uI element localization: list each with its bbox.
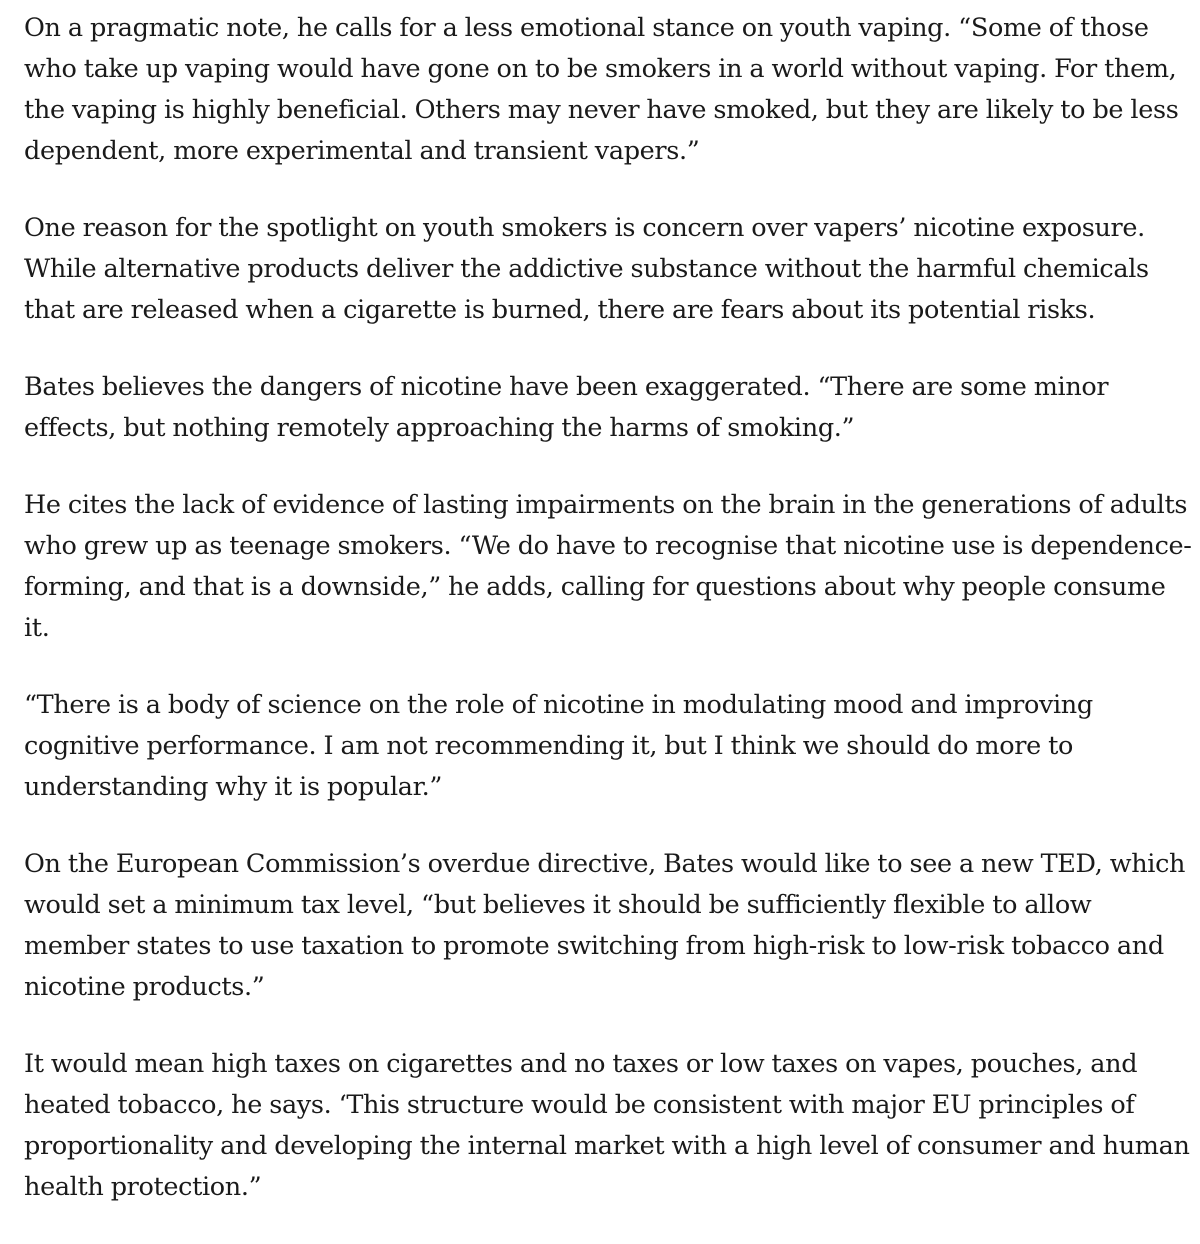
article-body <box>24 8 1192 1244</box>
paragraph-youth-vaping: On a pragmatic note, he calls for a less emotional stance on youth vaping. “Some of those who take up vaping would have gone on to be smokers in a world without vaping. For them, the vaping is highly beneficial. Others may never have smoked, but they are likely to be less dependent, more experimental and transient vapers.” <box>24 13 1179 166</box>
paragraph-tax-structure: It would mean high taxes on cigarettes and no taxes or low taxes on vapes, pouches, and heated tobacco, he says. ‘This structure would be consistent with major EU principles of proportionality and developing the internal market with a high level of consumer and human health protection.” <box>24 1049 1190 1202</box>
paragraph-lack-of-evidence: He cites the lack of evidence of lasting impairments on the brain in the generations of adults who grew up as teenage smokers. “We do have to recognise that nicotine use is dependence-forming, and that is a downside,” he adds, calling for questions about why people consume it. <box>24 490 1192 643</box>
paragraph-commission-directive: On the European Commission’s overdue directive, Bates would like to see a new TED, which would set a minimum tax level, “but believes it should be sufficiently flexible to allow member states to use taxation to promote switching from high-risk to low-risk tobacco and nicotine products.” <box>24 849 1186 1002</box>
paragraph-dangers-exaggerated: Bates believes the dangers of nicotine have been exaggerated. “There are some minor effects, but nothing remotely approaching the harms of smoking.” <box>24 372 1109 443</box>
paragraph-body-of-science: “There is a body of science on the role of nicotine in modulating mood and improving cognitive performance. I am not recommending it, but I think we should do more to understanding why it is popular.” <box>24 690 1093 802</box>
paragraph-nicotine-exposure: One reason for the spotlight on youth smokers is concern over vapers’ nicotine exposure. While alternative products deliver the addictive substance without the harmful chemicals that are released when a cigarette is burned, there are fears about its potential risks. <box>24 213 1149 325</box>
